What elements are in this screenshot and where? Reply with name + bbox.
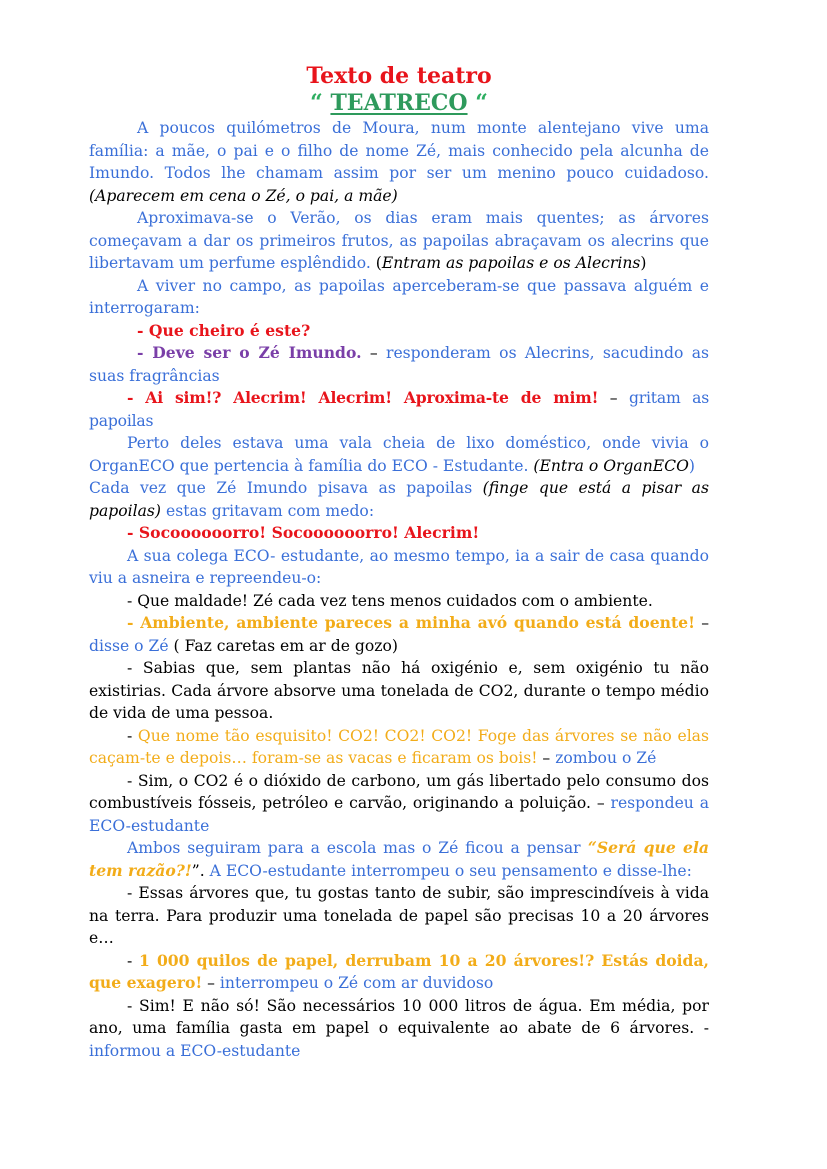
- narration-paragraph: [89, 477, 709, 522]
- dialogue-line: [89, 995, 709, 1063]
- ze-thought: “Será que ela tem razão?!: [89, 838, 709, 880]
- eco-speech: - Sim! E não só! São necessários 10 000 litros de água. Em média, por ano, uma família gasta em papel o equivalente ao abate de 6 árvores. -: [89, 996, 709, 1037]
- narration-text: A ECO-estudante interrompeu o seu pensamento e disse-lhe:: [204, 861, 692, 880]
- narration-text: estas gritavam com medo:: [161, 501, 375, 520]
- dash: –: [598, 389, 629, 407]
- dialogue-line: [89, 950, 709, 995]
- dialogue-line: [89, 612, 709, 657]
- narration-text: informou a ECO-estudante: [89, 1041, 301, 1060]
- narration-text: Cada vez que Zé Imundo pisava as papoilas: [89, 479, 473, 497]
- play-title: [89, 90, 709, 116]
- dialogue-line: [89, 725, 709, 770]
- paren-open: (: [370, 254, 382, 272]
- narration-text: respondeu a ECO-estudante: [89, 794, 710, 835]
- stage-direction: (Entra o OrganECO: [528, 456, 689, 475]
- dash: –: [590, 794, 611, 812]
- narration-paragraph: [89, 837, 709, 882]
- dialogue-line: [89, 342, 709, 387]
- narration-text: interrompeu o Zé com ar duvidoso: [219, 974, 494, 992]
- dialogue-line: [89, 387, 709, 432]
- narration-text: disse o Zé: [89, 636, 169, 655]
- dialogue-line: - Essas árvores que, tu gostas tanto de subir, são imprescindíveis à vida na terra. Para produzir uma tonelada de papel são precisas 10 a 20 árvores e…: [89, 884, 709, 947]
- dash: –: [361, 344, 386, 362]
- play-name: TEATRECO: [330, 90, 468, 116]
- paren-close: ): [688, 456, 695, 475]
- dash: -: [127, 951, 139, 970]
- papoilas-speech: - Socoooooorro! Socoooooorro! Alecrim!: [127, 523, 480, 542]
- narration-text: zombou o Zé: [555, 749, 657, 767]
- close-quote: ”.: [191, 861, 205, 880]
- stage-direction: Entram as papoilas e os Alecrins: [381, 254, 641, 272]
- narration-text: A poucos quilómetros de Moura, num monte alentejano vive uma família: a mãe, o pai e o filho de nome Zé, mais conhecido pela alcunha de Imundo. Todos lhe chamam assim por ser um menino pouco cuidadoso.: [89, 119, 709, 182]
- narration-text: Aproximava-se o Verão, os dias eram mais quentes; as árvores começavam a dar os primeiros frutos, as papoilas abraçavam os alecrins que libertavam um perfume esplêndido.: [89, 209, 709, 272]
- dash: –: [202, 974, 220, 992]
- narration-paragraph: A sua colega ECO- estudante, ao mesmo tempo, ia a sair de casa quando viu a asneira e repreendeu-o:: [89, 546, 709, 587]
- narration-paragraph: A viver no campo, as papoilas aperceberam-se que passava alguém e interrogaram:: [89, 276, 709, 317]
- stage-direction: ( Faz caretas em ar de gozo): [168, 636, 398, 655]
- dash: –: [537, 749, 556, 767]
- dialogue-line: [89, 522, 709, 545]
- ze-speech: - Ambiente, ambiente pareces a minha avó quando está doente!: [127, 613, 695, 632]
- narration-paragraph: [89, 207, 709, 275]
- stage-direction: (Aparecem em cena o Zé, o pai, a mãe): [89, 186, 398, 205]
- eco-speech: - Sim, o CO2 é o dióxido de carbono, um gás libertado pelo consumo dos combustíveis fósseis, petróleo e carvão, originando a poluição.: [89, 771, 709, 812]
- ze-speech: Que nome tão esquisito! CO2! CO2! CO2! Foge das árvores se não elas caçam-te e depois… foram-se as vacas e ficaram os bois!: [89, 726, 709, 767]
- close-quote: “: [467, 90, 488, 116]
- page-title: Texto de teatro: [306, 63, 492, 89]
- dash: -: [127, 726, 138, 745]
- dialogue-line: [89, 770, 709, 838]
- open-quote: “: [310, 90, 331, 116]
- narration-paragraph: [89, 432, 709, 477]
- narration-text: Perto deles estava uma vala cheia de lixo doméstico, onde vivia o OrganECO que pertencia à família do ECO - Estudante.: [89, 434, 709, 475]
- narration-text: Ambos seguiram para a escola mas o Zé ficou a pensar: [127, 839, 581, 857]
- ze-speech: 1 000 quilos de papel, derrubam 10 a 20 árvores!? Estás doida, que exagero!: [89, 950, 709, 992]
- papoilas-speech: - Ai sim!? Alecrim! Alecrim! Aproxima-te de mim!: [127, 388, 599, 407]
- narration-text: gritam as papoilas: [89, 389, 709, 430]
- stage-direction: (finge que está a pisar as papoilas): [89, 479, 709, 520]
- narration-text: responderam os Alecrins, sacudindo as suas fragrâncias: [89, 344, 710, 385]
- alecrins-speech: - Deve ser o Zé Imundo.: [137, 343, 362, 362]
- dialogue-line: - Que maldade! Zé cada vez tens menos cuidados com o ambiente.: [127, 591, 653, 610]
- narration-paragraph: [89, 117, 709, 207]
- dialogue-line: [89, 320, 709, 343]
- document-page: [89, 62, 709, 1062]
- paren-close: ): [640, 254, 647, 272]
- dash: –: [694, 614, 709, 632]
- papoilas-speech: - Que cheiro é este?: [137, 320, 311, 340]
- dialogue-line: - Sabias que, sem plantas não há oxigénio e, sem oxigénio tu não existirias. Cada árvore absorve uma tonelada de CO2, durante o tempo médio de vida de uma pessoa.: [89, 659, 709, 722]
